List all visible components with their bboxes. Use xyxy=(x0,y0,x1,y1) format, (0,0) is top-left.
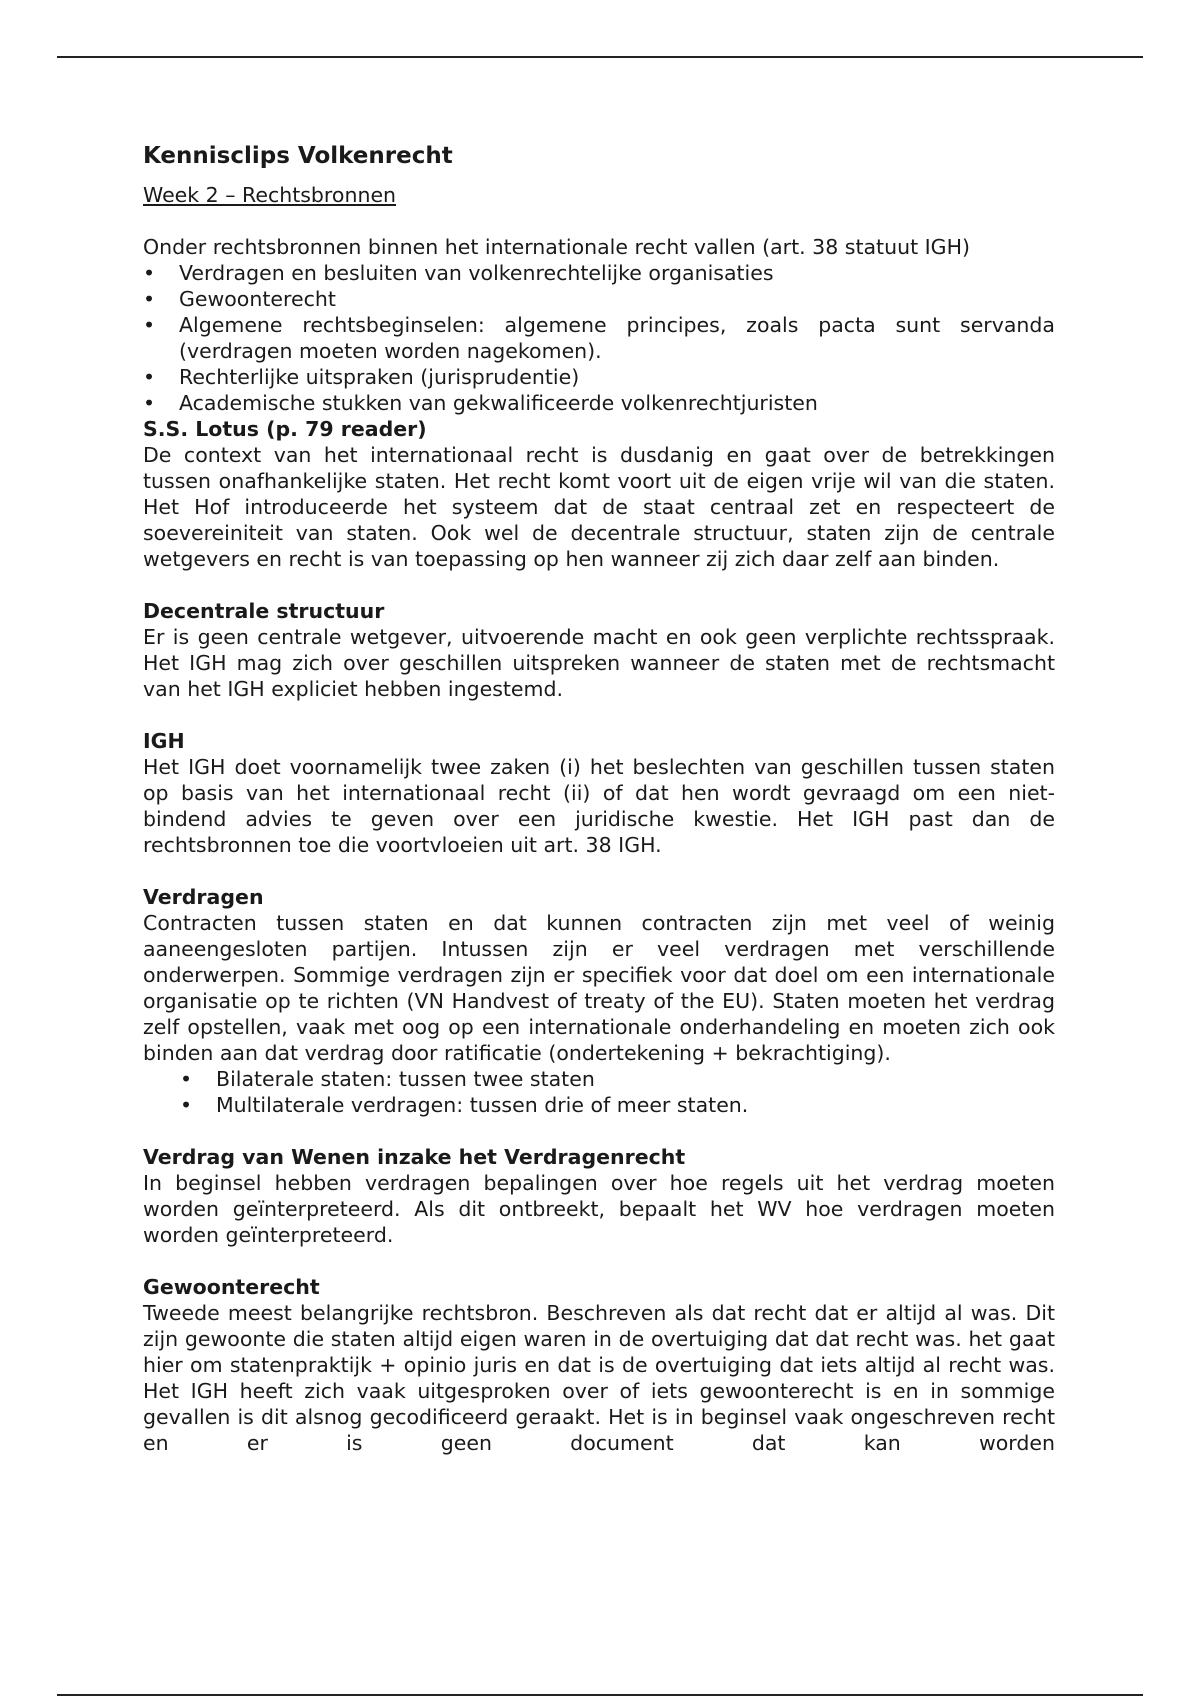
list-item: • Multilaterale verdragen: tussen drie of meer staten. xyxy=(180,1093,749,1117)
list-item: • Verdragen en besluiten van volkenrechtelijke organisaties xyxy=(143,261,774,285)
section-gewoonterecht xyxy=(143,1274,1055,1456)
bullet-icon: • xyxy=(143,313,156,337)
section-text: Er is geen centrale wetgever, uitvoerende macht en ook geen verplichte rechtsspraak. Het IGH mag zich over geschillen uitspreken wanneer de staten met de rechtsmacht van het IGH expliciet hebben ingestemd. xyxy=(143,625,1055,701)
verdragen-bullet-list xyxy=(143,1066,1055,1118)
bullet-icon: • xyxy=(143,261,156,285)
document-title: Kennisclips Volkenrecht xyxy=(143,143,453,169)
week-heading: Week 2 – Rechtsbronnen xyxy=(143,183,397,207)
header-rule xyxy=(57,56,1143,58)
bullet-icon: • xyxy=(143,287,156,311)
section-lotus xyxy=(143,416,1055,572)
section-heading: Verdragen xyxy=(143,885,264,909)
section-heading: S.S. Lotus (p. 79 reader) xyxy=(143,417,427,441)
bullet-icon: • xyxy=(180,1093,193,1117)
list-item: • Bilaterale staten: tussen twee staten xyxy=(180,1067,595,1091)
list-item: • Rechterlijke uitspraken (jurisprudentie) xyxy=(143,365,580,389)
section-heading: Decentrale structuur xyxy=(143,599,385,623)
section-heading: Gewoonterecht xyxy=(143,1275,320,1299)
bullet-icon: • xyxy=(180,1067,193,1091)
list-item: • Algemene rechtsbeginselen: algemene principes, zoals pacta sunt servanda (verdragen moeten worden nagekomen). xyxy=(143,313,1055,363)
list-item: • Academische stukken van gekwalificeerde volkenrechtjuristen xyxy=(143,391,818,415)
section-text: Tweede meest belangrijke rechtsbron. Beschreven als dat recht dat er altijd al was. Dit zijn gewoonte die staten altijd eigen waren in de overtuiging dat dat recht was. het gaat hier om statenpraktijk + opinio juris en dat is de overtuiging dat iets altijd al recht was. Het IGH heeft zich vaak uitgesproken over of iets gewoonterecht is en in sommige gevallen is dit alsnog gecodificeerd geraakt. Het is in beginsel vaak ongeschreven recht en er is geen document dat kan worden xyxy=(143,1301,1055,1455)
section-verdrag-van-wenen xyxy=(143,1144,1055,1248)
section-heading: Verdrag van Wenen inzake het Verdragenrecht xyxy=(143,1145,686,1169)
section-verdragen xyxy=(143,884,1055,1118)
footer-rule xyxy=(57,1694,1143,1696)
bullet-icon: • xyxy=(143,391,156,415)
intro-text: Onder rechtsbronnen binnen het internationale recht vallen (art. 38 statuut IGH) xyxy=(143,235,970,259)
section-heading: IGH xyxy=(143,729,185,753)
intro-bullet-list xyxy=(143,260,1055,416)
section-text: In beginsel hebben verdragen bepalingen over hoe regels uit het verdrag moeten worden geïnterpreteerd. Als dit ontbreekt, bepaalt het WV hoe verdragen moeten worden geïnterpreteerd. xyxy=(143,1171,1055,1247)
section-text: Het IGH doet voornamelijk twee zaken (i) het beslechten van geschillen tussen staten op basis van het internationaal recht (ii) of dat hen wordt gevraagd om een niet-bindend advies te geven over een juridische kwestie. Het IGH past dan de rechtsbronnen toe die voortvloeien uit art. 38 IGH. xyxy=(143,755,1055,857)
list-item: • Gewoonterecht xyxy=(143,287,336,311)
bullet-icon: • xyxy=(143,365,156,389)
section-decentrale-structuur xyxy=(143,598,1055,702)
section-text: De context van het internationaal recht is dusdanig en gaat over de betrekkingen tussen onafhankelijke staten. Het recht komt voort uit de eigen vrije wil van die staten. Het Hof introduceerde het systeem dat de staat centraal zet en respecteert de soevereiniteit van staten. Ook wel de decentrale structuur, staten zijn de centrale wetgevers en recht is van toepassing op hen wanneer zij zich daar zelf aan binden. xyxy=(143,443,1055,571)
section-igh xyxy=(143,728,1055,858)
section-text: Contracten tussen staten en dat kunnen contracten zijn met veel of weinig aaneengesloten partijen. Intussen zijn er veel verdragen met verschillende onderwerpen. Sommige verdragen zijn er specifiek voor dat doel om een internationale organisatie op te richten (VN Handvest of treaty of the EU). Staten moeten het verdrag zelf opstellen, vaak met oog op een internationale onderhandeling en moeten zich ook binden aan dat verdrag door ratificatie (ondertekening + bekrachtiging). xyxy=(143,911,1055,1065)
document-body xyxy=(143,140,1055,1482)
